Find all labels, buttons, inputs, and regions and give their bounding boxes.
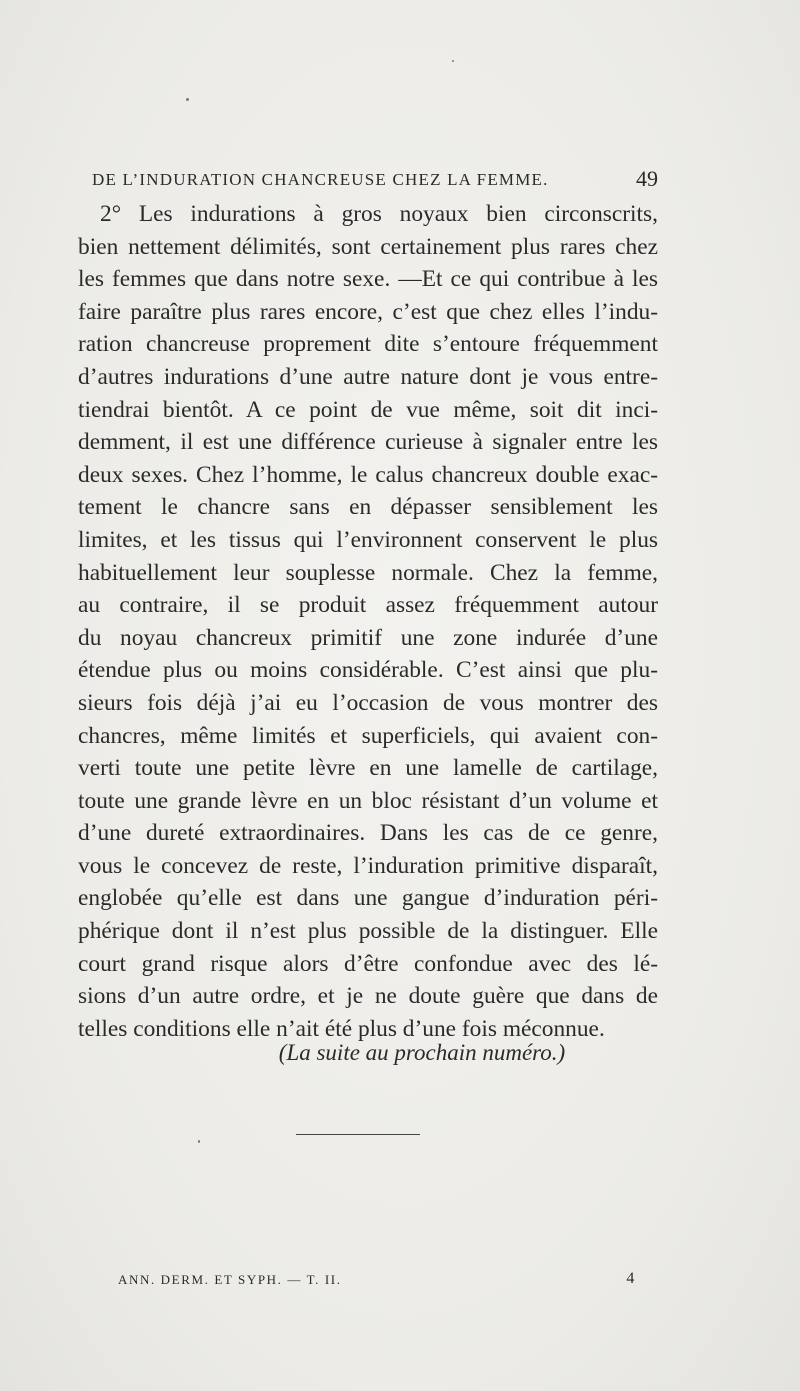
text-line: verti toute une petite lèvre en une lamelle de cartilage, xyxy=(78,755,658,782)
journal-signature: ANN. DERM. ET SYPH. — T. II. xyxy=(118,1272,342,1287)
text-line: telles conditions elle n’ait été plus d’une fois méconnue. xyxy=(78,1015,605,1042)
text-line: demment, il est une différence curieuse à signaler entre les xyxy=(78,429,658,456)
text-line: faire paraître plus rares encore, c’est que chez elles l’indu- xyxy=(78,298,658,325)
text-line: court grand risque alors d’être confondue avec des lé- xyxy=(78,950,658,977)
text-line: bien nettement délimités, sont certainement plus rares chez xyxy=(78,233,658,260)
text-line: 2° Les indurations à gros noyaux bien circonscrits, xyxy=(100,201,658,227)
running-title: DE L’INDURATION CHANCREUSE CHEZ LA FEMME. xyxy=(92,170,549,189)
text-line: au contraire, il se produit assez fréquemment autour xyxy=(78,592,658,619)
text-line: englobée qu’elle est dans une gangue d’induration péri- xyxy=(78,885,658,912)
paper-speck xyxy=(452,60,454,62)
gathering-mark: 4 xyxy=(626,1270,636,1287)
text-line: ration chancreuse proprement dite s’entoure fréquemment xyxy=(78,331,658,358)
text-line: d’autres indurations d’une autre nature dont je vous entre- xyxy=(78,363,658,390)
text-line: étendue plus ou moins considérable. C’est ainsi que plu- xyxy=(78,657,658,684)
body-paragraph xyxy=(78,198,658,1045)
text-line: limites, et les tissus qui l’environnent conservent le plus xyxy=(78,526,658,553)
text-line: sions d’un autre ordre, et je ne doute guère que dans de xyxy=(78,983,658,1010)
text-line: d’une dureté extraordinaires. Dans les cas de ce genre, xyxy=(78,820,658,847)
text-line: sieurs fois déjà j’ai eu l’occasion de vous montrer des xyxy=(78,689,658,716)
text-line: les femmes que dans notre sexe. —Et ce qui contribue à les xyxy=(78,266,658,293)
continuation-note: (La suite au prochain numéro.) xyxy=(278,1040,566,1065)
page-footer xyxy=(118,1270,636,1294)
text-line: chancres, même limités et superficiels, qui avaient con- xyxy=(78,722,658,749)
paper-speck xyxy=(186,98,189,101)
text-line: phérique dont il n’est plus possible de la distinguer. Elle xyxy=(78,918,658,945)
text-line: vous le concevez de reste, l’induration primitive disparaît, xyxy=(78,852,658,879)
text-line: deux sexes. Chez l’homme, le calus chancreux double exac- xyxy=(78,461,658,488)
text-line: tement le chancre sans en dépasser sensiblement les xyxy=(78,494,658,521)
paper-speck xyxy=(198,1140,200,1143)
running-header xyxy=(92,166,658,196)
section-rule xyxy=(296,1134,420,1135)
text-line: toute une grande lèvre en un bloc résistant d’un volume et xyxy=(78,787,658,814)
page-number: 49 xyxy=(636,166,658,191)
text-line: habituellement leur souplesse normale. Chez la femme, xyxy=(78,559,658,586)
text-line: du noyau chancreux primitif une zone indurée d’une xyxy=(78,624,658,651)
text-line: tiendrai bientôt. A ce point de vue même, soit dit inci- xyxy=(78,396,658,423)
